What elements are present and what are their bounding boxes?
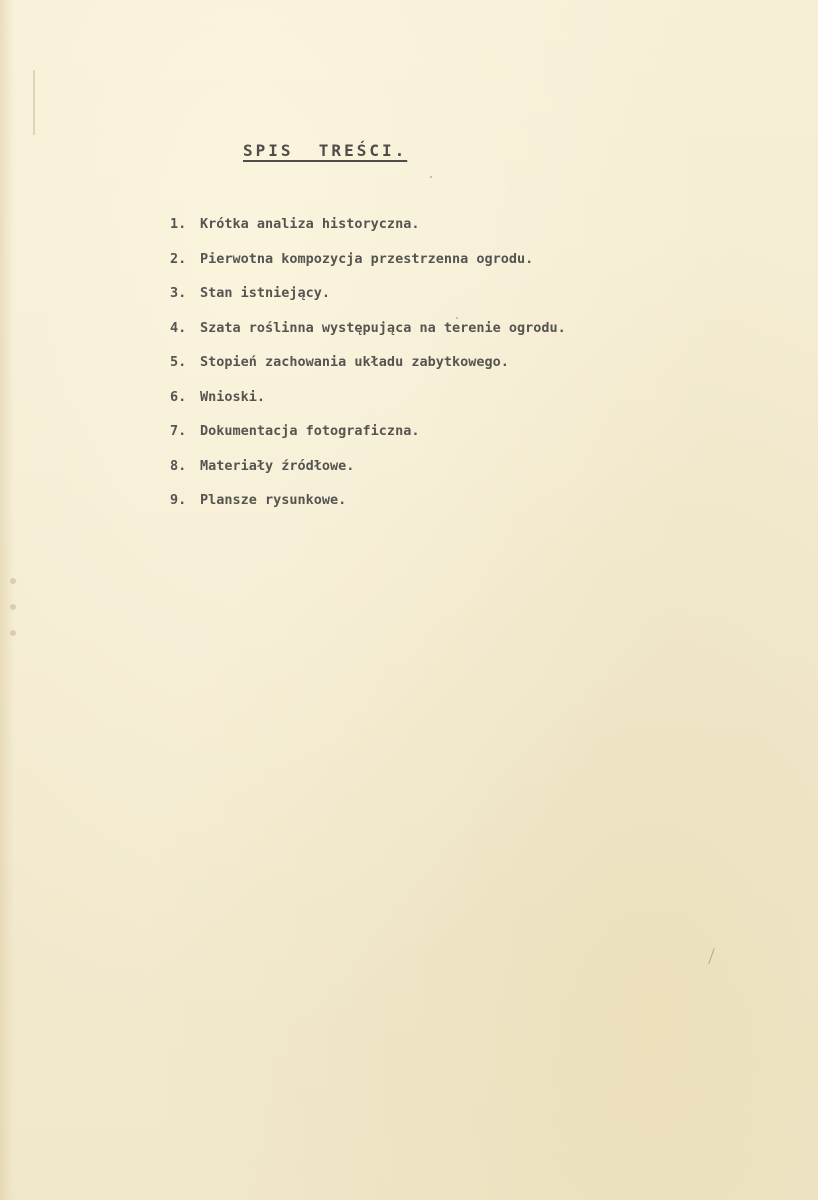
- toc-item-number: 9.: [170, 492, 187, 508]
- toc-item-text: Krótka analiza historyczna.: [200, 216, 420, 232]
- toc-item-text: Stopień zachowania układu zabytkowego.: [200, 354, 509, 370]
- toc-item-number: 3.: [170, 285, 187, 301]
- toc-item-text: Szata roślinna występująca na terenie ogrodu.: [200, 319, 566, 336]
- toc-item: [170, 276, 566, 311]
- toc-item: [170, 380, 566, 415]
- paper-fiber: [708, 948, 714, 963]
- toc-item: [170, 207, 566, 242]
- toc-item: [170, 449, 566, 484]
- toc-item-text: Plansze rysunkowe.: [200, 492, 347, 508]
- paper-left-edge: [0, 0, 14, 1200]
- paper-crease: [33, 70, 35, 135]
- toc-item-text: Wnioski.: [200, 388, 266, 405]
- ink-speck: [430, 176, 432, 178]
- toc-item: [170, 483, 566, 518]
- punch-hole: [10, 630, 16, 636]
- toc-item: [170, 311, 566, 346]
- toc-item-number: 6.: [170, 388, 187, 405]
- toc-item: [170, 414, 566, 449]
- toc-item: [170, 242, 566, 277]
- toc-item-text: Dokumentacja fotograficzna.: [200, 423, 420, 439]
- toc-item-number: 5.: [170, 354, 187, 370]
- punch-hole: [10, 604, 16, 610]
- toc-item-number: 8.: [170, 457, 187, 474]
- toc-item-text: Stan istniejący.: [200, 285, 331, 301]
- table-of-contents: [170, 207, 566, 518]
- toc-item-number: 7.: [170, 423, 187, 439]
- page-title: SPIS TREŚCI.: [243, 141, 408, 160]
- toc-item-number: 1.: [170, 216, 187, 232]
- toc-item-text: Materiały źródłowe.: [200, 457, 355, 474]
- toc-item-number: 4.: [170, 319, 187, 336]
- toc-item: [170, 345, 566, 380]
- punch-hole: [10, 578, 16, 584]
- toc-item-number: 2.: [170, 250, 187, 267]
- toc-item-text: Pierwotna kompozycja przestrzenna ogrodu.: [200, 250, 534, 267]
